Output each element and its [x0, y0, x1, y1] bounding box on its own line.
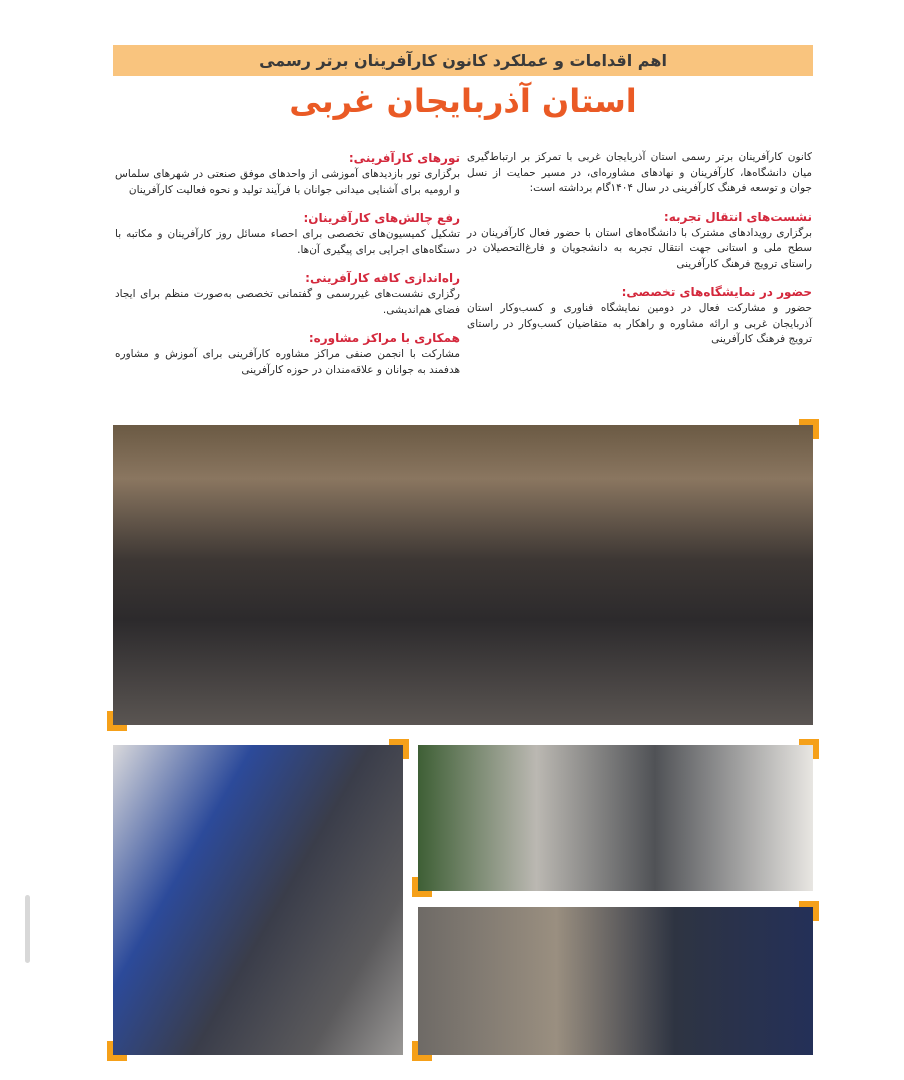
section-tours	[115, 150, 460, 198]
scrollbar[interactable]	[25, 895, 30, 963]
section-text: رگزاری نشست‌های غیررسمی و گفتمانی تخصصی به‌صورت منظم برای ایجاد فضای هم‌اندیشی.	[115, 288, 460, 316]
section-heading: نشست‌های انتقال تجربه:	[663, 209, 812, 224]
section-heading: راه‌اندازی کافه کارآفرینی:	[305, 271, 460, 285]
right-column	[467, 150, 812, 360]
section-challenges	[115, 210, 460, 258]
corner-bracket	[389, 739, 409, 759]
section-text: برگزاری رویدادهای مشترک با دانشگاه‌های استان با حضور فعال کارآفرینان در سطح ملی و استانی جهت انتقال تجربه به دانشجویان و فارغ‌التحصیلان در راستای ترویج فرهنگ کارآفرینی	[467, 226, 812, 270]
exhibition-photo	[113, 745, 403, 1055]
section-text: مشارکت با انجمن صنفی مراکز مشاوره کارآفرینی برای آموزش و مشاوره هدفمند به جوانان و علاقه‌مندان در حوزه کارآفرینی	[115, 348, 460, 376]
group-photo	[113, 425, 813, 725]
corner-bracket	[799, 419, 819, 439]
section-banner	[113, 45, 813, 76]
corner-bracket	[412, 877, 432, 897]
section-cafe	[115, 270, 460, 318]
section-consulting	[115, 330, 460, 378]
banner-text: اهم اقدامات و عملکرد کانون کارآفرینان برتر رسمی	[259, 51, 667, 70]
meeting-photo-1	[418, 745, 813, 891]
left-column	[115, 150, 460, 390]
corner-bracket	[107, 1041, 127, 1061]
section-experience-transfer	[467, 209, 812, 273]
corner-bracket	[412, 1041, 432, 1061]
section-exhibitions	[467, 284, 812, 348]
corner-bracket	[799, 739, 819, 759]
section-text: تشکیل کمیسیون‌های تخصصی برای احصاء مسائل روز کارآفرینان و مکاتبه با دستگاه‌های اجرایی برای پیگیری آن‌ها.	[115, 228, 460, 256]
section-heading: همکاری با مراکز مشاوره:	[308, 331, 460, 345]
section-text: حضور و مشارکت فعال در دومین نمایشگاه فناوری و کسب‌وکار استان آذربایجان غربی و ارائه مشاوره و راهکار به متقاضیان کسب‌وکار در راستای ترویج فرهنگ کارآفرینی	[467, 302, 812, 345]
section-text: برگزاری تور بازدیدهای آموزشی از واحدهای موفق صنعتی در شهرهای سلماس و ارومیه برای آشنایی میدانی جوانان با فرآیند تولید و نحوه فعالیت کارآفرینان	[115, 168, 460, 196]
page-title: استان آذربایجان غربی	[289, 82, 637, 120]
section-heading: حضور در نمایشگاه‌های تخصصی:	[621, 285, 812, 299]
section-heading: رفع چالش‌های کارآفرینان:	[303, 211, 460, 225]
intro-paragraph: کانون کارآفرینان برتر رسمی استان آذربایجان غربی با تمرکز بر ارتباط‌گیری میان دانشگاه‌ها، کارآفرینان و نهادهای مشاوره‌ای، در مسیر حمایت از نسل جوان و توسعه فرهنگ کارآفرینی در سال ۱۴۰۴گام برداشته است:	[467, 151, 812, 194]
meeting-photo-2	[418, 907, 813, 1055]
corner-bracket	[107, 711, 127, 731]
section-heading: تورهای کارآفرینی:	[348, 151, 460, 165]
corner-bracket	[799, 901, 819, 921]
